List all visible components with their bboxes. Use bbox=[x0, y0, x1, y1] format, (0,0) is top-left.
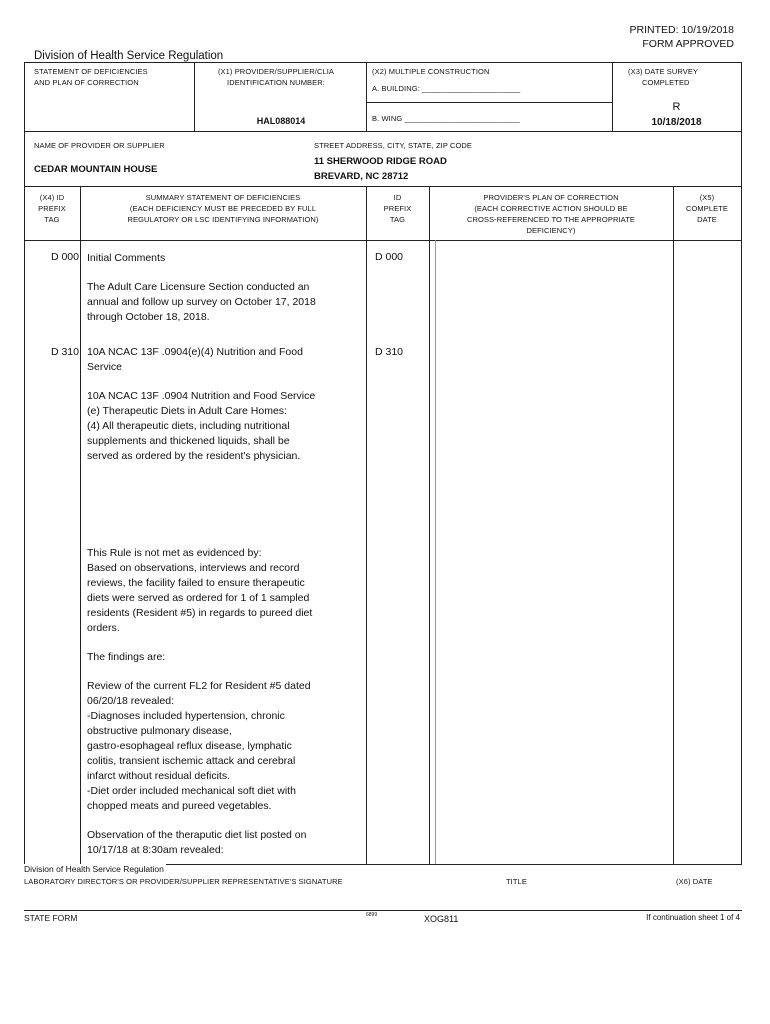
statement-label: STATEMENT OF DEFICIENCIES bbox=[34, 67, 148, 76]
x3-label-2: COMPLETED bbox=[642, 78, 690, 87]
address-line-2: BREVARD, NC 28712 bbox=[314, 171, 409, 182]
x1-label-2: IDENTIFICATION NUMBER: bbox=[227, 78, 325, 87]
state-form-label: STATE FORM bbox=[24, 913, 78, 923]
plan-header: PROVIDER'S PLAN OF CORRECTION bbox=[483, 193, 619, 202]
entry-body bbox=[87, 251, 363, 339]
x5-date: DATE bbox=[697, 215, 717, 224]
x3-label: (X3) DATE SURVEY bbox=[628, 67, 699, 76]
x5-header: (X5) bbox=[699, 193, 715, 202]
entry-heading: 10A NCAC 13F .0904(e)(4) Nutrition and Food Service bbox=[87, 346, 303, 373]
plan-header-4: DEFICIENCY) bbox=[526, 226, 576, 235]
id-header: ID bbox=[393, 193, 402, 202]
form-approved: FORM APPROVED bbox=[642, 38, 734, 50]
entry-tag: D 310 bbox=[50, 346, 79, 358]
id-prefix: PREFIX bbox=[383, 204, 412, 213]
x4-header: (X4) ID bbox=[39, 193, 65, 202]
survey-completed-date: 10/18/2018 bbox=[651, 117, 702, 128]
entry-paragraph: This Rule is not met as evidenced by: Based on observations, interviews and record reviews, the facility failed to ensure therapeutic diets were served as ordered for 1 of 1 sampled residents (Resident #5) in regards to pureed diet orders. bbox=[87, 547, 313, 634]
entry-heading: Initial Comments bbox=[87, 252, 166, 264]
summary-header: SUMMARY STATEMENT OF DEFICIENCIES bbox=[145, 193, 301, 202]
x5-complete: COMPLETE bbox=[685, 204, 729, 213]
entry-paragraph: The findings are: bbox=[87, 651, 166, 663]
x2-label: (X2) MULTIPLE CONSTRUCTION bbox=[372, 67, 490, 76]
printed-date: PRINTED: 10/19/2018 bbox=[629, 24, 734, 36]
plan-header-3: CROSS-REFERENCED TO THE APPROPRIATE bbox=[467, 215, 635, 224]
entry-paragraph: The Adult Care Licensure Section conducted an annual and follow up survey on October 17, 2018 through October 18, 2018. bbox=[87, 281, 316, 323]
signature-label: LABORATORY DIRECTOR'S OR PROVIDER/SUPPLIER REPRESENTATIVE'S SIGNATURE bbox=[24, 877, 343, 886]
event-id: XOG811 bbox=[424, 914, 459, 924]
provider-id-number: HAL088014 bbox=[256, 116, 306, 126]
plan-header-2: (EACH CORRECTIVE ACTION SHOULD BE bbox=[474, 204, 628, 213]
address-label: STREET ADDRESS, CITY, STATE, ZIP CODE bbox=[314, 141, 473, 150]
x1-label: (X1) PROVIDER/SUPPLIER/CLIA bbox=[217, 67, 335, 76]
provider-name: CEDAR MOUNTAIN HOUSE bbox=[34, 164, 158, 175]
x6-date-label: (X6) DATE bbox=[676, 877, 713, 886]
entry-tag: D 000 bbox=[50, 251, 79, 263]
continuation-sheet: If continuation sheet 1 of 4 bbox=[646, 913, 740, 922]
provider-name-label: NAME OF PROVIDER OR SUPPLIER bbox=[34, 141, 165, 150]
entry-body bbox=[87, 345, 363, 872]
entry-paragraph: Observation of the theraputic diet list posted on 10/17/18 at 8:30am revealed: bbox=[87, 829, 307, 856]
entry-id-tag: D 000 bbox=[375, 251, 404, 263]
survey-type-r: R bbox=[672, 101, 681, 113]
x4-prefix: PREFIX bbox=[38, 204, 66, 213]
division-title: Division of Health Service Regulation bbox=[34, 50, 224, 62]
form-number: 6899 bbox=[366, 912, 378, 918]
entry-paragraph: 10A NCAC 13F .0904 Nutrition and Food Service (e) Therapeutic Diets in Adult Care Homes: (4) All therapeutic diets, including nutritional supplements and thickened liquids, shall be served as ordered by the resident's physician. bbox=[87, 390, 316, 462]
summary-header-2: (EACH DEFICIENCY MUST BE PRECEDED BY FULL bbox=[129, 204, 317, 213]
entry-paragraph: Review of the current FL2 for Resident #5 dated 06/20/18 revealed: -Diagnoses included hypertension, chronic obstructive pulmonary disease, gastro-esophageal reflux disease, lymphatic colitis, transient ischemic attack and cerebral infarct without residual deficits. -Diet order included mechanical soft diet with chopped meats and pureed vegetables. bbox=[87, 680, 311, 812]
address-line-1: 11 SHERWOOD RIDGE ROAD bbox=[314, 156, 447, 167]
entry-id-tag: D 310 bbox=[375, 346, 404, 358]
summary-header-3: REGULATORY OR LSC IDENTIFYING INFORMATION) bbox=[127, 215, 319, 224]
footer-division: Division of Health Service Regulation bbox=[24, 864, 164, 874]
building-field: A. BUILDING: _______________________ bbox=[372, 84, 521, 93]
x4-tag: TAG bbox=[44, 215, 60, 224]
wing-field: B. WING ___________________________ bbox=[372, 114, 520, 123]
statement-label-2: AND PLAN OF CORRECTION bbox=[34, 78, 139, 87]
title-label: TITLE bbox=[506, 877, 527, 886]
id-tag: TAG bbox=[389, 215, 406, 224]
